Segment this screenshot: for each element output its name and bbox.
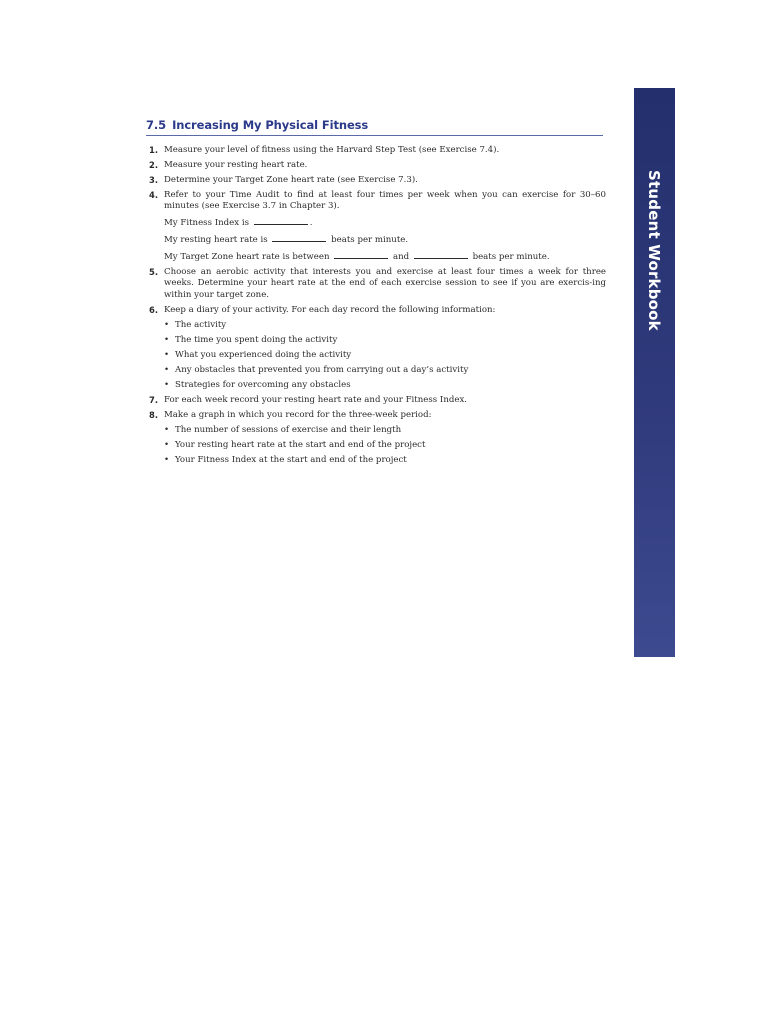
bullet-text: What you experienced doing the activity <box>175 349 352 360</box>
resting-rate-line <box>146 233 606 246</box>
target-zone-high-blank[interactable] <box>414 250 468 259</box>
item-number: 3. <box>149 175 159 185</box>
section-number: 7.5 <box>146 118 167 132</box>
item-text: Measure your level of fitness using the Harvard Step Test (see Exercise 7.4). <box>164 145 500 155</box>
item-number: 2. <box>149 160 159 170</box>
bullet-dot: • <box>164 364 170 375</box>
fill-label-end: . <box>309 218 313 229</box>
instruction-item <box>146 305 606 316</box>
graph-bullet <box>146 440 606 451</box>
item-text: For each week record your resting heart rate and your Fitness Index. <box>164 394 468 405</box>
graph-bullet <box>146 455 606 466</box>
target-zone-low-blank[interactable] <box>334 250 388 259</box>
instruction-item <box>146 160 606 171</box>
instruction-item <box>146 267 606 301</box>
bullet-dot: • <box>164 319 170 330</box>
instruction-item <box>146 410 606 421</box>
fill-label: My resting heart rate is <box>164 235 268 246</box>
target-zone-line <box>146 250 606 263</box>
item-text: Measure your resting heart rate. <box>164 160 308 170</box>
side-tab-label: Student Workbook <box>645 170 663 331</box>
bullet-text: The activity <box>175 319 227 330</box>
fill-label-end: beats per minute. <box>331 235 409 246</box>
item-number: 8. <box>149 409 159 420</box>
diary-bullet <box>146 350 606 361</box>
item-number: 5. <box>149 267 159 278</box>
heading-rule <box>146 135 603 136</box>
bullet-dot: • <box>164 424 170 435</box>
diary-bullet <box>146 365 606 376</box>
item-number: 1. <box>149 145 159 155</box>
diary-bullet <box>146 380 606 391</box>
bullet-text: Your Fitness Index at the start and end of the project <box>175 454 407 465</box>
diary-bullet <box>146 320 606 331</box>
fitness-index-line <box>146 216 606 229</box>
side-tab <box>634 88 675 657</box>
item-text: Make a graph in which you record for the three-week period: <box>164 409 432 420</box>
item-number: 6. <box>149 304 159 315</box>
bullet-text: Strategies for overcoming any obstacles <box>175 379 351 390</box>
fill-label: My Target Zone heart rate is between <box>164 252 330 263</box>
bullet-dot: • <box>164 349 170 360</box>
item-number: 7. <box>149 394 159 405</box>
diary-bullet <box>146 335 606 346</box>
bullet-dot: • <box>164 379 170 390</box>
instruction-item <box>146 145 606 156</box>
instruction-item <box>146 175 606 186</box>
item-text: Choose an aerobic activity that interests you and exercise at least four times a week for three weeks. Determine your heart rate at the end of each exercise session to see if you are exercis-ing within your target zone. <box>164 267 606 300</box>
bullet-dot: • <box>164 439 170 450</box>
item-number: 4. <box>149 190 159 200</box>
instruction-item <box>146 190 606 212</box>
fill-label-end: beats per minute. <box>472 252 550 263</box>
bullet-text: The number of sessions of exercise and their length <box>175 424 402 435</box>
exercise-content <box>146 118 606 470</box>
bullet-text: The time you spent doing the activity <box>175 334 338 345</box>
resting-rate-blank[interactable] <box>272 233 326 242</box>
item-text: Keep a diary of your activity. For each day record the following information: <box>164 304 496 315</box>
section-title: Increasing My Physical Fitness <box>172 118 369 132</box>
bullet-text: Any obstacles that prevented you from carrying out a day’s activity <box>175 364 469 375</box>
fitness-index-blank[interactable] <box>254 216 308 225</box>
graph-bullet <box>146 425 606 436</box>
item-text: Refer to your Time Audit to find at least four times per week when you can exercise for 30–60 minutes (see Exercise 3.7 in Chapter 3). <box>164 190 606 212</box>
bullet-text: Your resting heart rate at the start and end of the project <box>175 439 426 450</box>
section-heading <box>146 118 606 132</box>
instruction-item <box>146 395 606 406</box>
bullet-dot: • <box>164 454 170 465</box>
instruction-list <box>146 145 606 466</box>
bullet-dot: • <box>164 334 170 345</box>
fill-label-and: and <box>392 252 410 263</box>
fill-label: My Fitness Index is <box>164 218 249 229</box>
item-text: Determine your Target Zone heart rate (see Exercise 7.3). <box>164 175 418 185</box>
